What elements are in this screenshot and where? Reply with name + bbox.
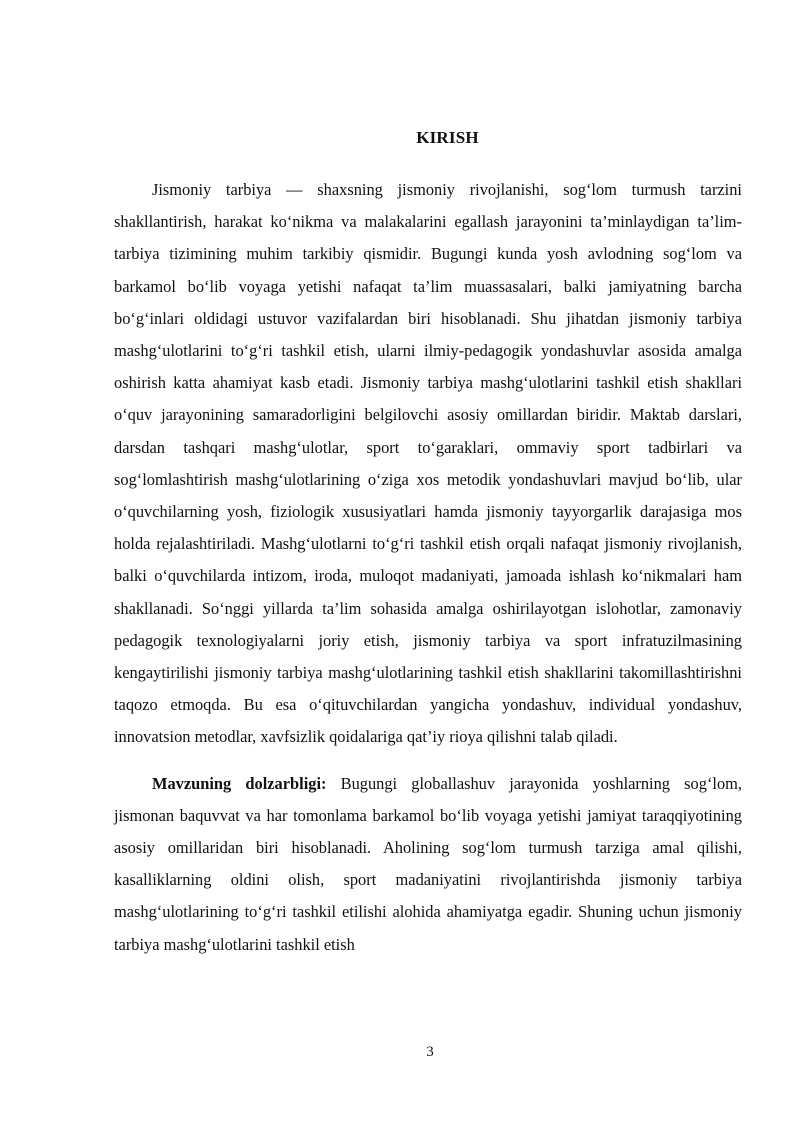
- paragraph-text: Bugungi globallashuv jarayonida yoshlarning sog‘lom, jismonan baquvvat va har tomonlama barkamol bo‘lib voyaga yetishi jamiyat taraqqiyotining asosiy omillaridan biri hisoblanadi. Aholining sog‘lom turmush tarziga amal qilishi, kasalliklarning oldini olish, sport madaniyatini rivojlantirishda jismoniy tarbiya mashg‘ulotlarining to‘g‘ri tashkil etilishi alohida ahamiyatga egadir. Shuning uchun jismoniy tarbiya mashg‘ulotlarini tashkil etish: [114, 773, 742, 954]
- body-text: [114, 174, 742, 961]
- paragraph-lead: Mavzuning dolzarbligi:: [152, 773, 327, 793]
- paragraph-introduction: [114, 174, 742, 754]
- page-number: 3: [426, 1044, 434, 1060]
- section-heading: KIRISH: [416, 128, 479, 147]
- paragraph-relevance: [114, 768, 742, 961]
- paragraph-text: Jismoniy tarbiya — shaxsning jismoniy rivojlanishi, sog‘lom turmush tarzini shakllantirish, harakat ko‘nikma va malakalarini egallash jarayonini ta’minlaydigan ta’lim-tarbiya tizimining muhim tarkibiy qismidir. Bugungi kunda yosh avlodning sog‘lom va barkamol bo‘lib voyaga yetishi nafaqat ta’lim muassasalari, balki jamiyatning barcha bo‘g‘inlari oldidagi ustuvor vazifalardan biri hisoblanadi. Shu jihatdan jismoniy tarbiya mashg‘ulotlarini to‘g‘ri tashkil etish, ularni ilmiy-pedagogik yondashuvlar asosida amalga oshirish katta ahamiyat kasb etadi. Jismoniy tarbiya mashg‘ulotlarini tashkil etish shakllari o‘quv jarayonining samaradorligini belgilovchi asosiy omillardan biridir. Maktab darslari, darsdan tashqari mashg‘ulotlar, sport to‘garaklari, ommaviy sport tadbirlari va sog‘lomlashtirish mashg‘ulotlarining o‘ziga xos metodik yondashuvlari mavjud bo‘lib, ular o‘quvchilarning yosh, fiziologik xususiyatlari hamda jismoniy tayyorgarlik darajasiga mos holda rejalashtiriladi. Mashg‘ulotlarni to‘g‘ri tashkil etish orqali nafaqat jismoniy rivojlanish, balki o‘quvchilarda intizom, iroda, muloqot madaniyati, jamoada ishlash ko‘nikmalari ham shakllanadi. So‘nggi yillarda ta’lim sohasida amalga oshirilayotgan islohotlar, zamonaviy pedagogik texnologiyalarni joriy etish, jismoniy tarbiya va sport infratuzilmasining kengaytirilishi jismoniy tarbiya mashg‘ulotlarining tashkil etish shakllarini takomillashtirishni taqozo etmoqda. Bu esa o‘qituvchilardan yangicha yondashuv, individual yondashuv, innovatsion metodlar, xavfsizlik qoidalariga qat’iy rioya qilishni talab qiladi.: [114, 180, 742, 747]
